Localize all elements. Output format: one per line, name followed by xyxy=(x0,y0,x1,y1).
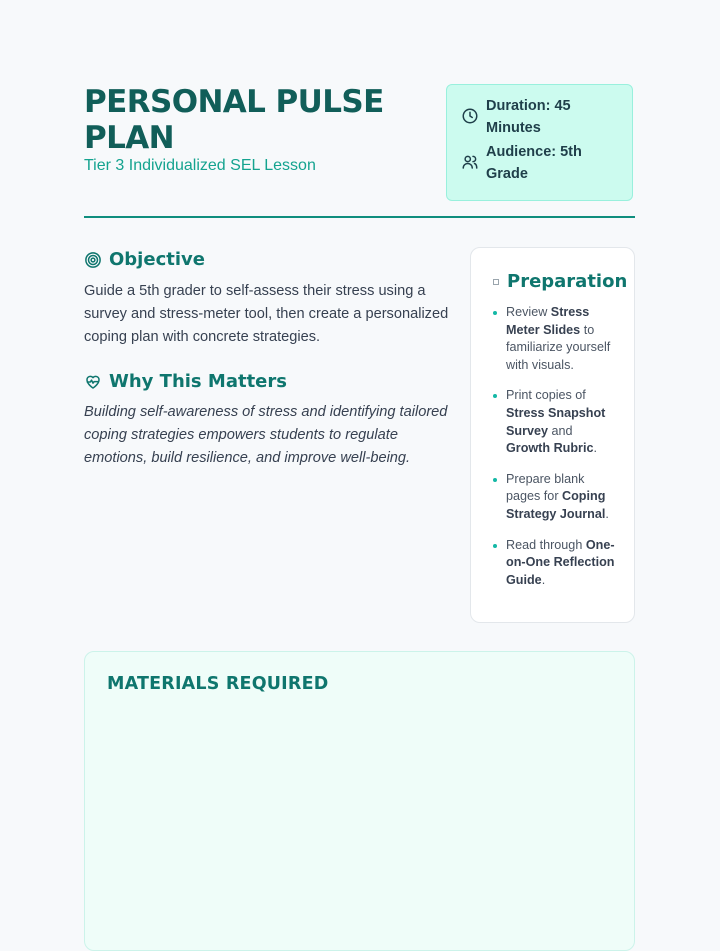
item-text: and xyxy=(548,423,573,438)
item-text: to familiarize yourself with visuals. xyxy=(506,322,611,372)
target-icon xyxy=(84,251,102,269)
objective-heading-label: Objective xyxy=(109,249,205,270)
lesson-meta-card xyxy=(446,84,633,201)
item-bold: Stress Snapshot Survey xyxy=(506,405,606,438)
list-item xyxy=(491,304,616,374)
item-bold: Growth Rubric xyxy=(506,441,594,456)
checklist-icon xyxy=(493,279,499,285)
materials-section xyxy=(84,651,635,951)
objective-heading xyxy=(84,249,205,270)
bullet-icon xyxy=(493,394,497,398)
audience-row xyxy=(461,141,626,185)
item-bold: Coping Strategy Journal xyxy=(506,489,606,521)
preparation-heading xyxy=(493,271,627,292)
item-text: Review xyxy=(506,305,551,319)
why-text: Building self-awareness of stress and identifying tailored coping strategies empowers students to regulate emotions, build resilience, and improve well-being. xyxy=(84,404,448,466)
users-icon xyxy=(461,153,479,171)
item-text: . xyxy=(541,572,546,587)
page-subtitle: Tier 3 Individualized SEL Lesson xyxy=(84,157,316,174)
item-bold: One-on-One Reflection Guide xyxy=(506,537,615,587)
preparation-list xyxy=(491,304,616,602)
item-text: . xyxy=(605,506,609,521)
list-item xyxy=(491,387,616,457)
why-heading xyxy=(84,371,287,392)
item-text: Read through xyxy=(506,537,586,552)
objective-text: Guide a 5th grader to self-assess their stress using a survey and stress-meter tool, then create a personalized coping plan with concrete strategies. xyxy=(84,283,449,345)
materials-heading: MATERIALS REQUIRED xyxy=(107,674,329,694)
heart-pulse-icon xyxy=(84,373,102,391)
duration-row xyxy=(461,95,626,139)
preparation-heading-label: Preparation xyxy=(507,271,628,292)
audience-text: Audience: 5th Grade xyxy=(486,144,582,182)
item-text: . xyxy=(593,441,597,456)
bullet-icon xyxy=(493,544,497,548)
list-item xyxy=(491,471,616,524)
item-text: Print copies of xyxy=(506,388,586,403)
preparation-card xyxy=(470,247,635,623)
clock-icon xyxy=(461,107,479,125)
page-title: PERSONAL PULSE PLAN xyxy=(84,84,384,156)
duration-text: Duration: 45 Minutes xyxy=(486,98,571,136)
item-bold: Stress Meter Slides xyxy=(506,305,590,337)
item-text: Prepare blank pages for xyxy=(506,471,585,504)
bullet-icon xyxy=(493,478,497,482)
list-item xyxy=(491,537,616,590)
why-heading-label: Why This Matters xyxy=(109,371,287,392)
header-divider xyxy=(84,216,635,218)
bullet-icon xyxy=(493,311,497,315)
